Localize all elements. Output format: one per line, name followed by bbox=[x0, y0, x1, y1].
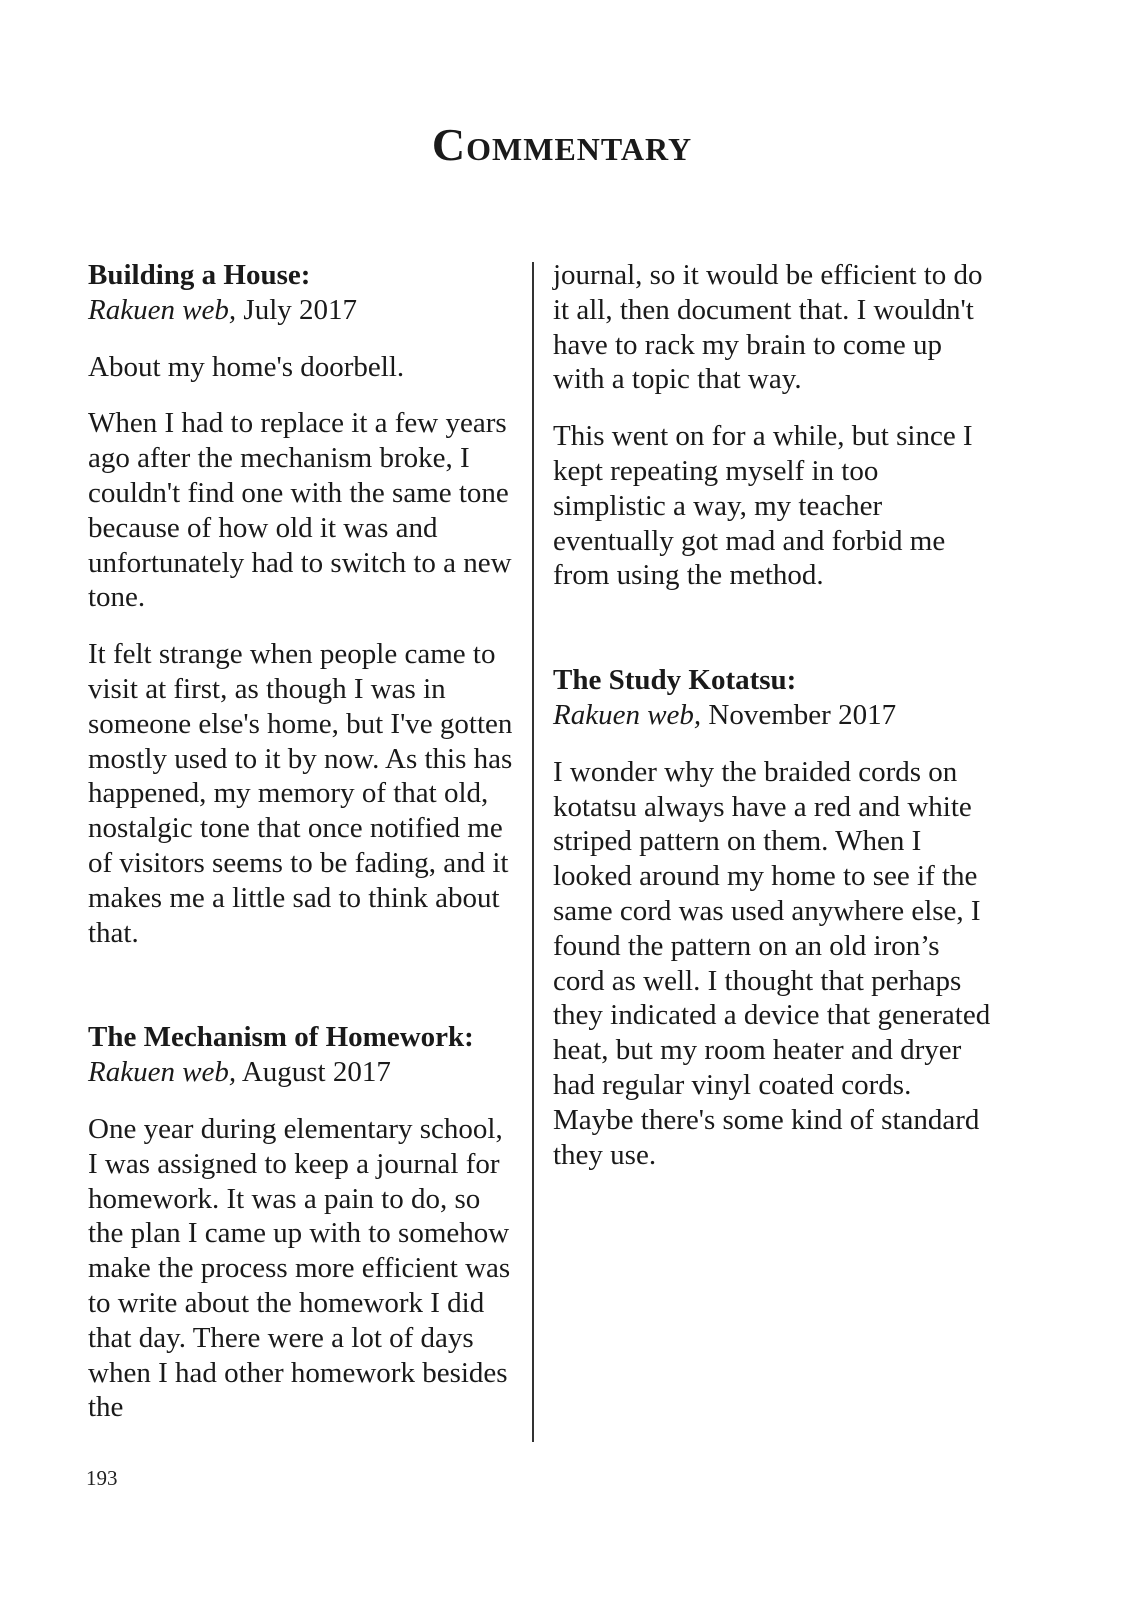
page-title: Commentary bbox=[431, 119, 693, 170]
left-column bbox=[88, 258, 518, 1425]
entry-publication: Rakuen web, bbox=[553, 698, 702, 731]
paragraph: This went on for a while, but since I kept repeating myself in too simplistic a way, my teacher eventually got mad and forbid me from using the method. bbox=[553, 420, 973, 592]
entry-date: July 2017 bbox=[236, 293, 358, 326]
entry-source bbox=[88, 1055, 518, 1090]
page-number: 193 bbox=[86, 1466, 118, 1490]
entry-source bbox=[553, 698, 993, 733]
paragraph: One year during elementary school, I was assigned to keep a journal for homework. It was a pain to do, so the plan I came up with to somehow make the process more efficient was to write about the homework I did that day. There were a lot of days when I had other homework besides the bbox=[88, 1112, 511, 1424]
entry-study-kotatsu bbox=[553, 663, 993, 1172]
entry-title: The Mechanism of Homework: bbox=[88, 1021, 474, 1054]
entry-date: August 2017 bbox=[236, 1056, 391, 1089]
paragraph: It felt strange when people came to visit at first, as though I was in someone else's home, but I've gotten mostly used to it by now. As this has happened, my memory of that old, nostalgic tone that once notified me of visitors seems to be fading, and it makes me a little sad to think about that. bbox=[88, 638, 513, 949]
entry-title: Building a House: bbox=[88, 259, 311, 291]
entry-publication: Rakuen web, bbox=[88, 293, 237, 326]
paragraph: When I had to replace it a few years ago after the mechanism broke, I couldn't find one with the same tone because of how old it was and unfortunately had to switch to a new tone. bbox=[88, 407, 512, 614]
entry-title: The Study Kotatsu: bbox=[553, 664, 797, 697]
entry-continuation bbox=[553, 258, 993, 593]
entry-source bbox=[88, 293, 518, 328]
paragraph: About my home's doorbell. bbox=[88, 350, 405, 383]
right-column bbox=[553, 258, 993, 1172]
paragraph: I wonder why the braided cords on kotatsu always have a red and white striped pattern on them. When I looked around my home to see if the same cord was used anywhere else, I found the pattern on an old iron’s cord as well. I thought that perhaps they indicated a device that generated heat, but my room heater and dryer had regular vinyl coated cords. Maybe there's some kind of standard they use. bbox=[553, 755, 991, 1171]
column-divider bbox=[532, 262, 534, 1442]
entry-mechanism-of-homework bbox=[88, 1020, 518, 1425]
entry-publication: Rakuen web, bbox=[88, 1056, 237, 1089]
entry-date: November 2017 bbox=[701, 698, 897, 731]
paragraph: journal, so it would be efficient to do it all, then document that. I wouldn't have to rack my brain to come up with a topic that way. bbox=[553, 259, 983, 396]
entry-building-a-house bbox=[88, 258, 518, 950]
